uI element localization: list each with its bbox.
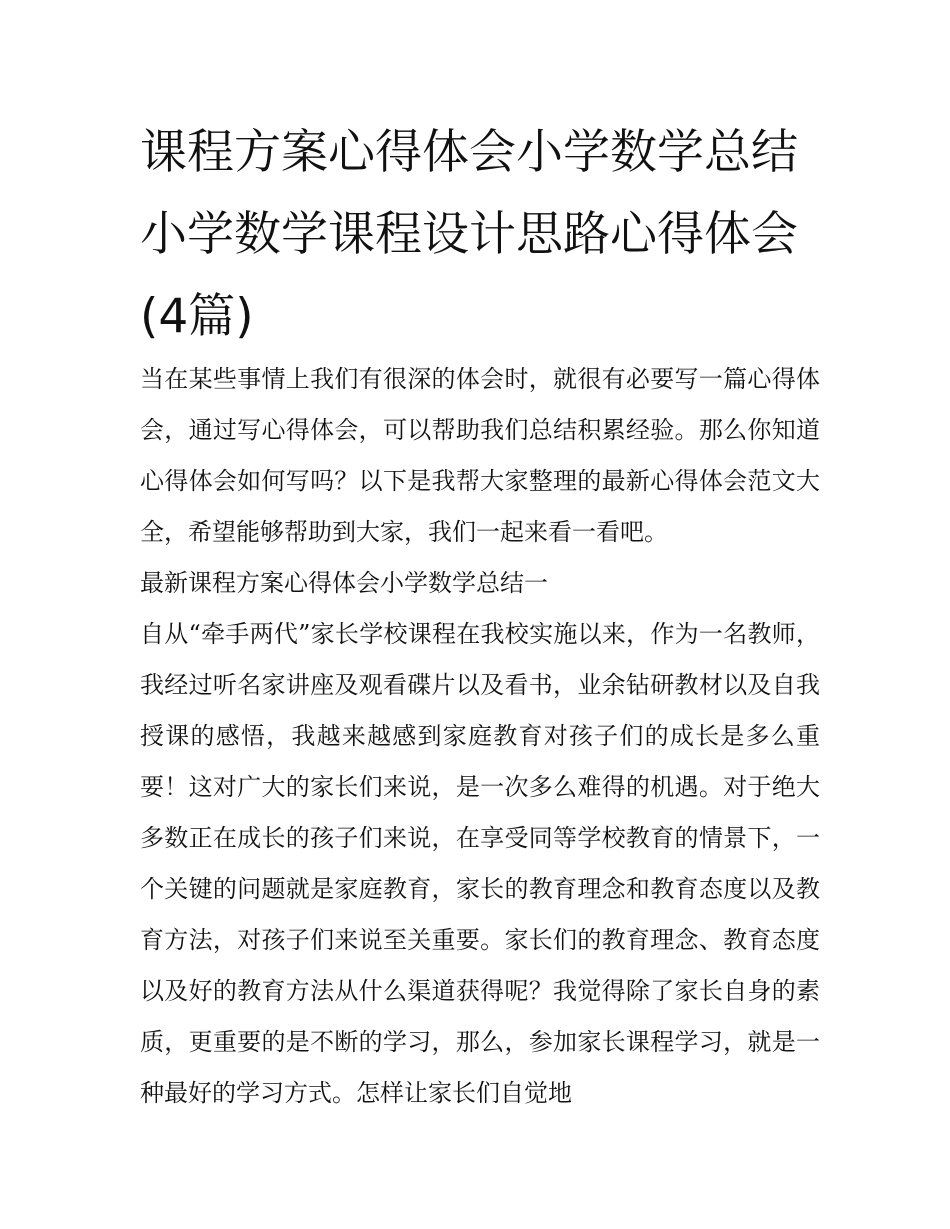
document-body — [140, 354, 820, 1119]
document-title: 课程方案心得体会小学数学总结 小学数学课程设计思路心得体会(4篇) — [140, 125, 798, 344]
section-heading: 最新课程方案心得体会小学数学总结一 — [140, 569, 548, 597]
section-body-paragraph: 自从“牵手两代”家长学校课程在我校实施以来，作为一名教师，我经过听名家讲座及观看碟片以及看书，业余钻研教材以及自我授课的感悟，我越来越感到家庭教育对孩子们的成长是多么重要！这对广大的家长们来说，是一次多么难得的机遇。对于绝大多数正在成长的孩子们来说，在享受同等学校教育的情景下，一个关键的问题就是家庭教育，家长的教育理念和教育态度以及教育方法，对孩子们来说至关重要。家长们的教育理念、教育态度以及好的教育方法从什么渠道获得呢？我觉得除了家长自身的素质，更重要的是不断的学习，那么，参加家长课程学习，就是一种最好的学习方式。怎样让家长们自觉地 — [140, 620, 820, 1107]
intro-paragraph: 当在某些事情上我们有很深的体会时，就很有必要写一篇心得体会，通过写心得体会，可以帮助我们总结积累经验。那么你知道心得体会如何写吗？以下是我帮大家整理的最新心得体会范文大全，希望能够帮助到大家，我们一起来看一看吧。 — [140, 365, 820, 546]
